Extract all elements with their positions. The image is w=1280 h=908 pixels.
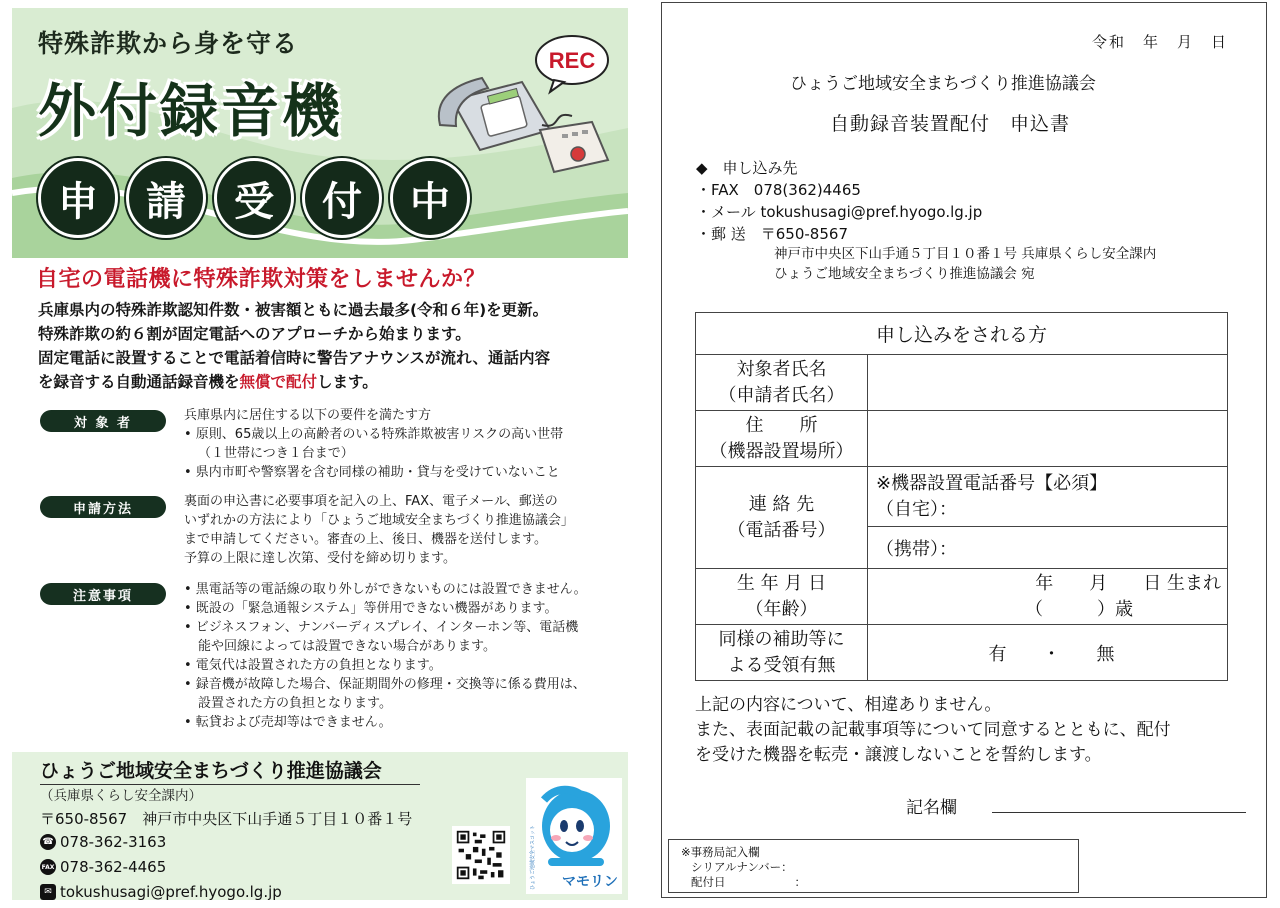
notes-line-2: • 既設の「緊急通報システム」等併用できない機器があります。 [184, 601, 558, 616]
birth-date-field[interactable] [868, 569, 1228, 625]
mobile-phone-label: （携帯）： [876, 538, 957, 560]
flyer-header-area [12, 8, 628, 258]
birth-label-cell [696, 569, 868, 625]
name-label-sub: （申請者氏名） [718, 384, 845, 406]
apply-heading: ◆ 申し込み先 [696, 159, 798, 177]
address-label-sub: （機器設置場所） [709, 440, 854, 462]
footer-email-row [40, 883, 282, 900]
footer-address: 〒650-8567 神戸市中央区下山手通５丁目１０番１号 [40, 810, 413, 828]
consent-line-1: 上記の内容について、相違ありません。 [695, 695, 1002, 715]
banner-char-2: 請 [126, 158, 206, 238]
address-label: 住 所 [745, 414, 818, 436]
intro-line-3: 固定電話に設置することで電話着信時に警告アナウンスが流れ、通話内容 [38, 349, 550, 367]
contact-label: 連 絡 先 [748, 493, 815, 515]
target-label: 対 象 者 [40, 410, 166, 432]
notes-line-5: • 電気代は設置された方の負担となります。 [184, 658, 442, 673]
applicant-table [695, 312, 1228, 681]
flyer-main-title: 外付録音機 [38, 77, 344, 145]
address-field[interactable] [868, 411, 1228, 467]
table-header: 申し込みをされる方 [696, 313, 1228, 355]
apply-post: ・郵 送 〒650-8567 [696, 225, 848, 243]
notes-line-6: • 録音機が故障した場合、保証期間外の修理・交換等に係る費用は、 [184, 677, 586, 692]
contact-label-cell [696, 467, 868, 569]
mail-icon: ✉ [40, 884, 56, 900]
home-phone-field[interactable] [868, 467, 1228, 527]
contact-required-note: ※機器設置電話番号【必須】 [876, 472, 1108, 494]
subsidy-label-cell [696, 625, 868, 681]
method-line-4: 予算の上限に達し次第、受付を締め切ります。 [184, 551, 456, 566]
notes-line-8: • 転貸および売却等はできません。 [184, 715, 392, 730]
intro-line-4-post: します。 [317, 373, 378, 391]
fax-icon: FAX [40, 859, 56, 875]
footer-tel-row [40, 833, 166, 851]
phone-recorder-illustration [422, 30, 622, 180]
intro-line-4-pre: を録音する自動通話録音機を [38, 373, 240, 391]
free-distribution-highlight: 無償で配付 [239, 373, 318, 391]
apply-destination-block [696, 158, 1156, 284]
footer-fax: 078-362-4465 [60, 858, 167, 876]
mobile-phone-field[interactable] [868, 527, 1228, 569]
method-section-body [184, 492, 624, 568]
banner-char-5: 中 [390, 158, 470, 238]
apply-mail: ・メール tokushusagi@pref.hyogo.lg.jp [696, 203, 983, 221]
signature-label: 記名欄 [906, 798, 957, 818]
subsidy-label: 同様の補助等に [718, 628, 845, 650]
age-template: （ ）歳 [1025, 598, 1133, 620]
consent-line-3: を受けた機器を転売・譲渡しないことを誓約します。 [695, 745, 1102, 765]
office-delivery-date: 配付日 ： [691, 875, 806, 889]
subsidy-label-sub: よる受領有無 [727, 654, 836, 676]
phone-icon: ☎ [40, 834, 56, 850]
method-line-2: いずれかの方法により「ひょうご地域安全まちづくり推進協議会」 [184, 513, 574, 528]
banner-char-4: 付 [302, 158, 382, 238]
footer-fax-row [40, 858, 166, 876]
birth-label: 生 年 月 日 [736, 572, 827, 594]
flyer-front [12, 8, 628, 900]
birth-date-template: 年 月 日 生まれ [1035, 572, 1221, 594]
notes-line-3: • ビジネスフォン、ナンバーディスプレイ、インターホン等、電話機 [184, 620, 579, 635]
apply-post-address-1: 神戸市中央区下山手通５丁目１０番１号 兵庫県くらし安全課内 [774, 246, 1157, 262]
form-date: 令和 年 月 日 [1092, 33, 1229, 51]
flyer-subtitle: 特殊詐欺から身を守る [38, 29, 299, 58]
name-label: 対象者氏名 [736, 358, 827, 380]
mascot-marorin-illustration [526, 778, 622, 894]
footer-tel: 078-362-3163 [60, 833, 167, 851]
target-section-body [184, 406, 624, 482]
notes-label: 注意事項 [40, 583, 166, 605]
intro-line-4 [38, 370, 618, 394]
target-line-1: 兵庫県内に居住する以下の要件を満たす方 [184, 408, 432, 423]
form-org-name: ひょうご地域安全まちづくり推進協議会 [790, 74, 1096, 94]
intro-line-2: 特殊詐欺の約６割が固定電話へのアプローチから始まります。 [38, 325, 471, 343]
notes-line-1: • 黒電話等の電話線の取り外しができないものには設置できません。 [184, 582, 587, 597]
form-title: 自動録音装置配付 申込書 [830, 113, 1071, 135]
office-use-box [668, 839, 1079, 893]
mascot-caption: ひょうご地域安全マスコット [530, 825, 536, 890]
home-phone-label: （自宅）： [876, 498, 957, 520]
target-line-3: （１世帯につき１台まで） [198, 446, 354, 461]
intro-paragraph [38, 298, 618, 394]
rec-badge-text: REC [548, 48, 596, 73]
birth-label-sub: （年齢） [745, 598, 818, 620]
target-line-2: • 原則、65歳以上の高齢者のいる特殊詐欺被害リスクの高い世帯 [184, 427, 564, 442]
footer-email: tokushusagi@pref.hyogo.lg.jp [60, 883, 282, 900]
mascot-name: マモリン [562, 873, 618, 889]
footer-org-name: ひょうご地域安全まちづくり推進協議会 [40, 760, 382, 782]
address-label-cell [696, 411, 868, 467]
name-field[interactable] [868, 355, 1228, 411]
footer-org-sub: （兵庫県くらし安全課内） [40, 788, 202, 804]
apply-post-address-2: ひょうご地域安全まちづくり推進協議会 宛 [774, 266, 1035, 282]
target-line-4: • 県内市町や警察署を含む同様の補助・貸与を受けていないこと [184, 465, 560, 480]
method-label: 申請方法 [40, 496, 166, 518]
question-headline: 自宅の電話機に特殊詐欺対策をしませんか？ [36, 267, 487, 292]
notes-section-body [184, 580, 624, 732]
banner-char-1: 申 [38, 158, 118, 238]
banner-char-3: 受 [214, 158, 294, 238]
consent-statement [695, 693, 1171, 768]
application-form-page [661, 2, 1267, 898]
qr-code-icon[interactable] [452, 826, 510, 884]
contact-label-sub: （電話番号） [727, 519, 836, 541]
signature-line[interactable] [992, 812, 1246, 813]
notes-line-7: 設置された方の負担となります。 [198, 696, 392, 711]
method-line-1: 裏面の申込書に必要事項を記入の上、FAX、電子メール、郵送の [184, 494, 558, 509]
apply-fax: ・FAX 078(362)4465 [696, 181, 861, 199]
intro-line-1: 兵庫県内の特殊詐欺認知件数・被害額ともに過去最多(令和６年)を更新。 [38, 301, 549, 319]
notes-line-4: 能や回線によっては設置できない場合があります。 [198, 639, 496, 654]
method-line-3: まで申請してください。審査の上、後日、機器を送付します。 [184, 532, 547, 547]
office-use-title: ※事務局記入欄 [681, 845, 760, 859]
consent-line-2: また、表面記載の記載事項等について同意するとともに、配付 [695, 720, 1171, 740]
office-serial-number: シリアルナンバー： [691, 860, 793, 874]
name-label-cell [696, 355, 868, 411]
subsidy-yes-no-choice[interactable]: 有 ・ 無 [868, 625, 1228, 681]
